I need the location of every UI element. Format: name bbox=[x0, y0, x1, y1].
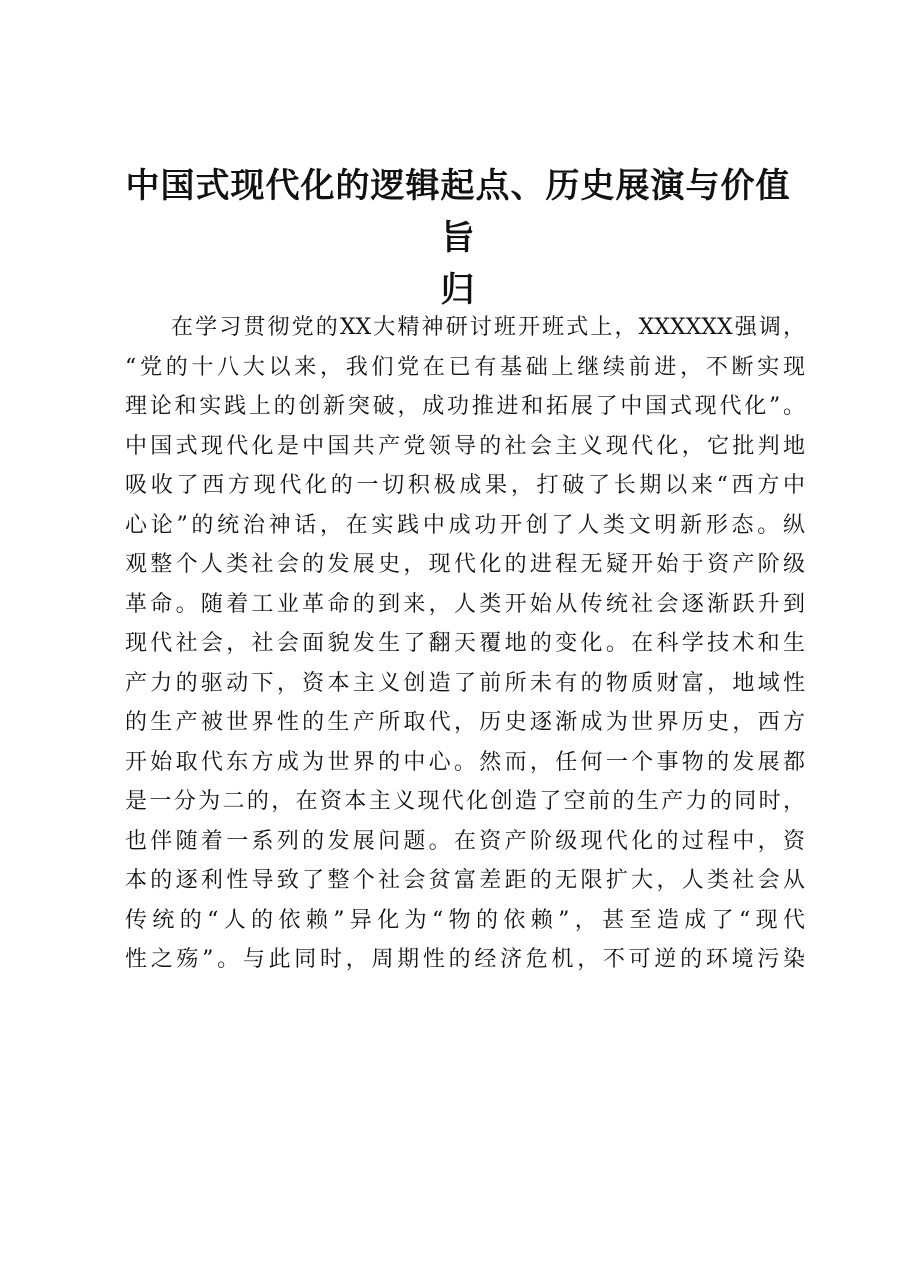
paragraph-line: 中国式现代化是中国共产党领导的社会主义现代化，它批判地 bbox=[125, 433, 805, 459]
paragraph-line: 本的逐利性导致了整个社会贫富差距的无限扩大，人类社会从 bbox=[125, 868, 805, 893]
body-paragraph bbox=[125, 308, 805, 980]
document-title bbox=[118, 160, 798, 316]
title-line-1: 中国式现代化的逻辑起点、历史展演与价值旨 bbox=[125, 166, 791, 258]
paragraph-line: 理论和实践上的创新突破，成功推进和拓展了中国式现代化”。 bbox=[125, 394, 805, 419]
paragraph-line: 在学习贯彻党的XX大精神研讨班开班式上，XXXXXX强调， bbox=[171, 315, 805, 340]
paragraph-line: “党的十八大以来，我们党在已有基础上继续前进，不断实现 bbox=[125, 354, 805, 380]
paragraph-line: 性之殇”。与此同时，周期性的经济危机，不可逆的环境污染 bbox=[125, 947, 805, 972]
paragraph-line: 也伴随着一系列的发展问题。在资产阶级现代化的过程中，资 bbox=[125, 828, 805, 854]
paragraph-line: 现代社会，社会面貌发生了翻天覆地的变化。在科学技术和生 bbox=[125, 631, 805, 656]
paragraph-line: 心论”的统治神话，在实践中成功开创了人类文明新形态。纵 bbox=[125, 512, 805, 538]
paragraph-line: 革命。随着工业革命的到来，人类开始从传统社会逐渐跃升到 bbox=[125, 591, 805, 617]
paragraph-line: 开始取代东方成为世界的中心。然而，任何一个事物的发展都 bbox=[125, 749, 805, 775]
paragraph-line: 吸收了西方现代化的一切积极成果，打破了长期以来“西方中 bbox=[125, 473, 805, 498]
paragraph-line: 传统的“人的依赖”异化为“物的依赖”，甚至造成了“现代 bbox=[125, 907, 805, 933]
paragraph-line: 观整个人类社会的发展史，现代化的进程无疑开始于资产阶级 bbox=[125, 552, 805, 577]
title-line-2: 归 bbox=[440, 270, 476, 310]
paragraph-line: 是一分为二的，在资本主义现代化创造了空前的生产力的同时， bbox=[125, 789, 805, 814]
paragraph-line: 产力的驱动下，资本主义创造了前所未有的物质财富，地域性 bbox=[125, 670, 805, 696]
paragraph-line: 的生产被世界性的生产所取代，历史逐渐成为世界历史，西方 bbox=[125, 710, 805, 735]
